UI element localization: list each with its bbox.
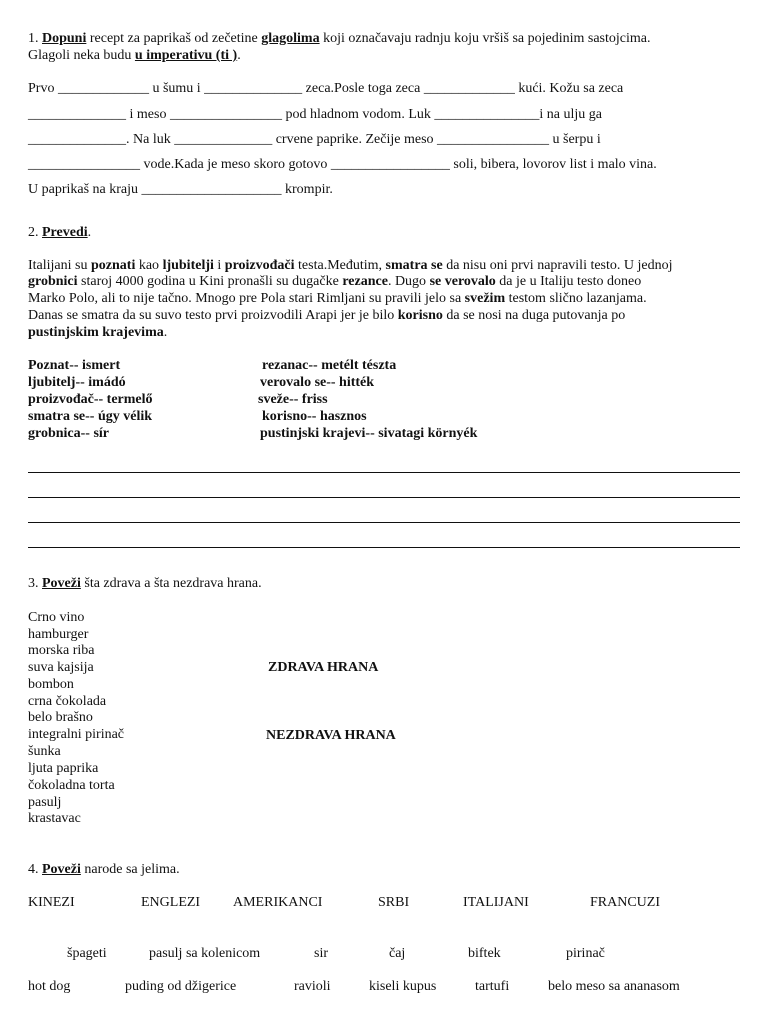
food-item: Crno vino xyxy=(28,610,85,625)
translation-paragraph-line-3 xyxy=(28,290,647,307)
paragraph-text: staroj 4000 godina u Kini pronašli su dugačke xyxy=(77,274,343,289)
task2-keyword-prevedi: Prevedi xyxy=(42,225,88,240)
vocab-item: rezanac-- metélt tészta xyxy=(262,358,397,373)
recipe-line-2: ______________ i meso ________________ pod hladnom vodom. Luk _______________i na ulju ga xyxy=(28,107,602,122)
paragraph-text: kao xyxy=(135,258,163,273)
vocab-item: sveže-- friss xyxy=(258,392,328,407)
paragraph-text: . xyxy=(163,325,168,340)
paragraph-text: . Dugo xyxy=(387,274,430,289)
keyword-term: ljubitelji xyxy=(162,258,214,273)
food-item: bombon xyxy=(28,677,74,692)
vocab-item: pustinjski krajevi-- sivatagi környék xyxy=(260,426,478,441)
paragraph-text: Danas se smatra da su suvo testo prvi proizvodili Arapi jer je bilo xyxy=(28,308,398,323)
food-item: integralni pirinač xyxy=(28,727,125,742)
nation-label: FRANCUZI xyxy=(590,895,661,910)
keyword-term: se verovalo xyxy=(429,274,496,289)
translation-paragraph-line-5 xyxy=(28,324,167,341)
paragraph-text: da je u Italiju testo doneo xyxy=(495,274,642,289)
paragraph-text: i xyxy=(213,258,225,273)
category-unhealthy: NEZDRAVA HRANA xyxy=(266,728,396,743)
task3-keyword-povezi: Poveži xyxy=(42,576,81,591)
paragraph-text: Italijani su xyxy=(28,258,91,273)
nation-label: ENGLEZI xyxy=(141,895,201,910)
food-item: morska riba xyxy=(28,643,95,658)
translation-paragraph-line-1 xyxy=(28,257,673,274)
vocab-item: korisno-- hasznos xyxy=(262,409,367,424)
answer-line[interactable] xyxy=(28,472,740,473)
keyword-term: rezance xyxy=(342,274,388,289)
dish-label: kiseli kupus xyxy=(369,979,437,994)
task4-heading: 4. Poveži narode sa jelima. xyxy=(28,862,180,877)
task1-keyword-imperativ: u imperativu (ti ) xyxy=(134,48,238,63)
dish-label: pirinač xyxy=(566,946,605,961)
task3-heading: 3. Poveži šta zdrava a šta nezdrava hrana. xyxy=(28,576,262,591)
paragraph-text: da nisu oni prvi napravili testo. U jednoj xyxy=(442,258,673,273)
paragraph-text: da se nosi na duga putovanja po xyxy=(442,308,626,323)
keyword-term: poznati xyxy=(91,258,136,273)
recipe-line-1: Prvo _____________ u šumu i ______________ zeca.Posle toga zeca _____________ kući. Kožu sa zeca xyxy=(28,81,624,96)
translation-paragraph-line-4 xyxy=(28,307,625,324)
task1-heading-line2: Glagoli neka budu u imperativu (ti ). xyxy=(28,48,241,63)
task1-heading: 1. Dopuni recept za paprikaš od zečetine glagolima koji označavaju radnju koju vršiš sa pojedinim sastojcima. xyxy=(28,31,651,46)
dish-label: puding od džigerice xyxy=(125,979,237,994)
answer-line[interactable] xyxy=(28,497,740,498)
recipe-line-4: ________________ vode.Kada je meso skoro gotovo _________________ soli, bibera, lovorov list i malo vina. xyxy=(28,157,657,172)
nation-label: ITALIJANI xyxy=(463,895,529,910)
keyword-term: smatra se xyxy=(385,258,443,273)
recipe-line-3: ______________. Na luk ______________ crvene paprike. Zečije meso ________________ u šerpu i xyxy=(28,132,601,147)
answer-line[interactable] xyxy=(28,547,740,548)
dish-label: biftek xyxy=(468,946,501,961)
paragraph-text: Marko Polo, ali to nije tačno. Mnogo pre Pola stari Rimljani su pravili jelo sa xyxy=(28,291,465,306)
vocab-item: grobnica-- sír xyxy=(28,426,110,441)
task2-heading: 2. Prevedi. xyxy=(28,225,92,240)
food-item: ljuta paprika xyxy=(28,761,99,776)
vocab-item: verovalo se-- hitték xyxy=(260,375,375,390)
category-healthy: ZDRAVA HRANA xyxy=(268,660,379,675)
dish-label: sir xyxy=(314,946,328,961)
nation-label: AMERIKANCI xyxy=(233,895,323,910)
dish-label: hot dog xyxy=(28,979,71,994)
task1-keyword-glagolima: glagolima xyxy=(261,31,320,46)
nation-label: SRBI xyxy=(378,895,410,910)
task4-keyword-povezi: Poveži xyxy=(42,862,81,877)
food-item: čokoladna torta xyxy=(28,778,115,793)
food-item: šunka xyxy=(28,744,61,759)
dish-label: belo meso sa ananasom xyxy=(548,979,680,994)
vocab-item: proizvođač-- termelő xyxy=(28,392,153,407)
task1-keyword-dopuni: Dopuni xyxy=(42,31,87,46)
food-item: crna čokolada xyxy=(28,694,107,709)
paragraph-text: testa.Međutim, xyxy=(294,258,386,273)
recipe-line-5: U paprikaš na kraju ____________________ krompir. xyxy=(28,182,333,197)
keyword-term: svežim xyxy=(464,291,506,306)
dish-label: tartufi xyxy=(475,979,510,994)
food-item: belo brašno xyxy=(28,710,93,725)
nation-label: KINEZI xyxy=(28,895,75,910)
paragraph-text: testom slično lazanjama. xyxy=(505,291,647,306)
food-item: krastavac xyxy=(28,811,81,826)
dish-label: čaj xyxy=(389,946,406,961)
keyword-term: grobnici xyxy=(28,274,78,289)
vocab-item: Poznat-- ismert xyxy=(28,358,121,373)
food-item: hamburger xyxy=(28,627,89,642)
keyword-term: korisno xyxy=(397,308,443,323)
answer-line[interactable] xyxy=(28,522,740,523)
keyword-term: proizvođači xyxy=(224,258,295,273)
vocab-item: smatra se-- úgy vélik xyxy=(28,409,153,424)
dish-label: pasulj sa kolenicom xyxy=(149,946,261,961)
translation-paragraph-line-2 xyxy=(28,273,641,290)
food-item: pasulj xyxy=(28,795,62,810)
dish-label: špageti xyxy=(67,946,107,961)
food-item: suva kajsija xyxy=(28,660,94,675)
keyword-term: pustinjskim krajevima xyxy=(28,325,164,340)
vocab-item: ljubitelj-- imádó xyxy=(28,375,126,390)
dish-label: ravioli xyxy=(294,979,331,994)
